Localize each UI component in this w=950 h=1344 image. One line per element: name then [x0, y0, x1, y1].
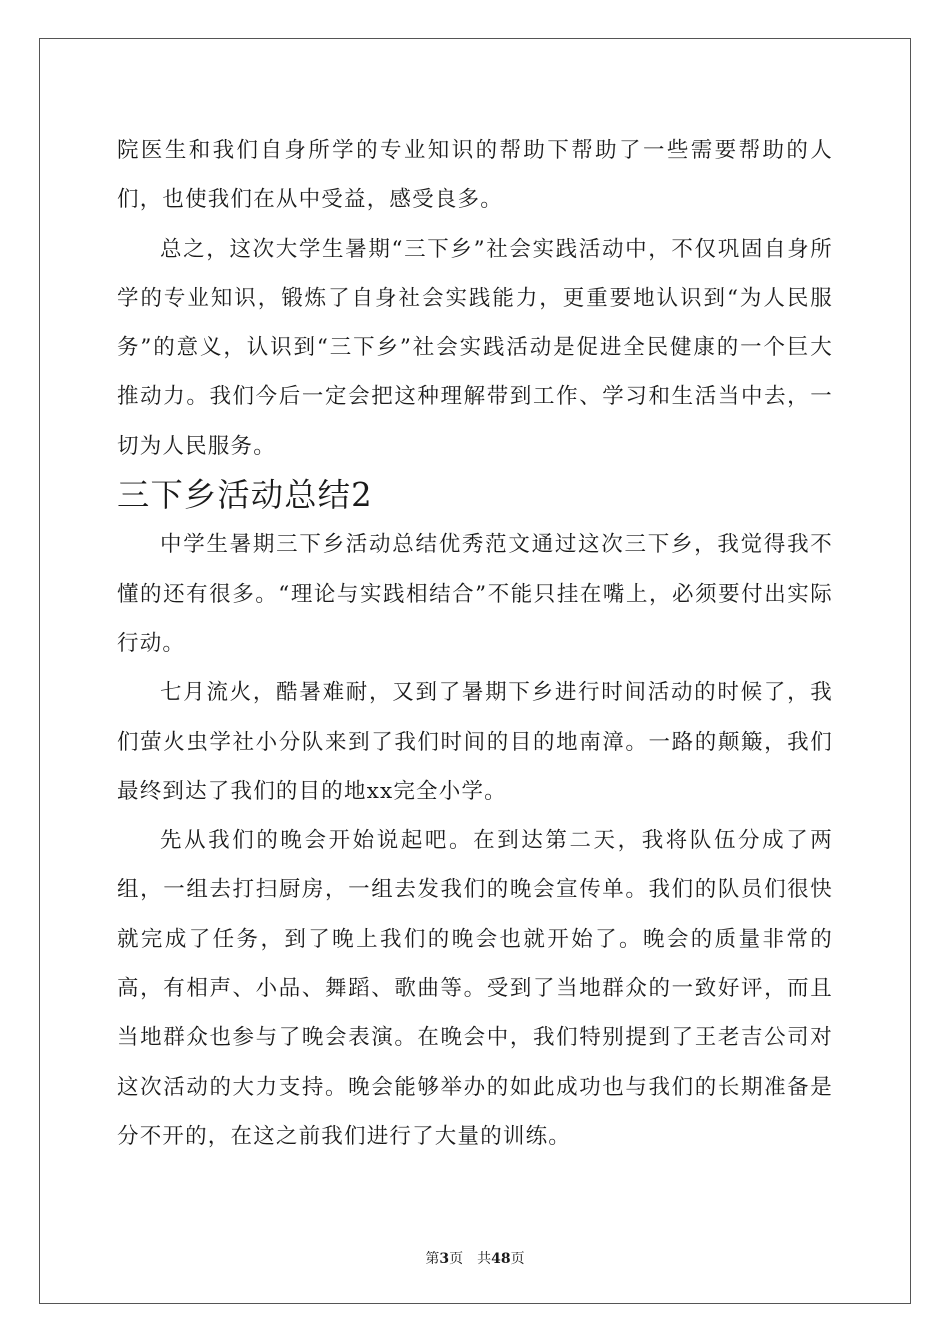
paragraph-arrival: 七月流火，酷暑难耐，又到了暑期下乡进行时间活动的时候了，我们萤火虫学社小分队来到了我们时间的目的地南漳。一路的颠簸，我们最终到达了我们的目的地xx完全小学。 [117, 680, 833, 804]
paragraph-evening-party: 先从我们的晚会开始说起吧。在到达第二天，我将队伍分成了两组，一组去打扫厨房，一组去发我们的晚会宣传单。我们的队员们很快就完成了任务，到了晚上我们的晚会也就开始了。晚会的质量非常的高，有相声、小品、舞蹈、歌曲等。受到了当地群众的一致好评，而且当地群众也参与了晚会表演。在晚会中，我们特别提到了王老吉公司对这次活动的大力支持。晚会能够举办的如此成功也与我们的长期准备是分不开的，在这之前我们进行了大量的训练。 [117, 828, 833, 1149]
page-footer [0, 1248, 950, 1268]
total-unit: 页 [510, 1251, 525, 1267]
page-unit: 页 [449, 1251, 464, 1267]
page-number: 3 [439, 1251, 450, 1267]
paragraph-intro: 中学生暑期三下乡活动总结优秀范文通过这次三下乡，我觉得我不懂的还有很多。“理论与实践相结合”不能只挂在嘴上，必须要付出实际行动。 [117, 532, 833, 656]
section-heading: 三下乡活动总结2 [117, 476, 373, 515]
total-prefix: 共 [477, 1251, 492, 1267]
paragraph-summary: 总之，这次大学生暑期“三下乡”社会实践活动中，不仅巩固自身所学的专业知识，锻炼了自身社会实践能力，更重要地认识到“为人民服务”的意义，认识到“三下乡”社会实践活动是促进全民健康的一个巨大推动力。我们今后一定会把这种理解带到工作、学习和生活当中去，一切为人民服务。 [117, 236, 833, 459]
paragraph-continuation: 院医生和我们自身所学的专业知识的帮助下帮助了一些需要帮助的人们，也使我们在从中受益，感受良多。 [117, 138, 833, 213]
page-prefix: 第 [425, 1251, 440, 1267]
total-pages: 48 [491, 1251, 511, 1267]
document-body [117, 126, 833, 1161]
